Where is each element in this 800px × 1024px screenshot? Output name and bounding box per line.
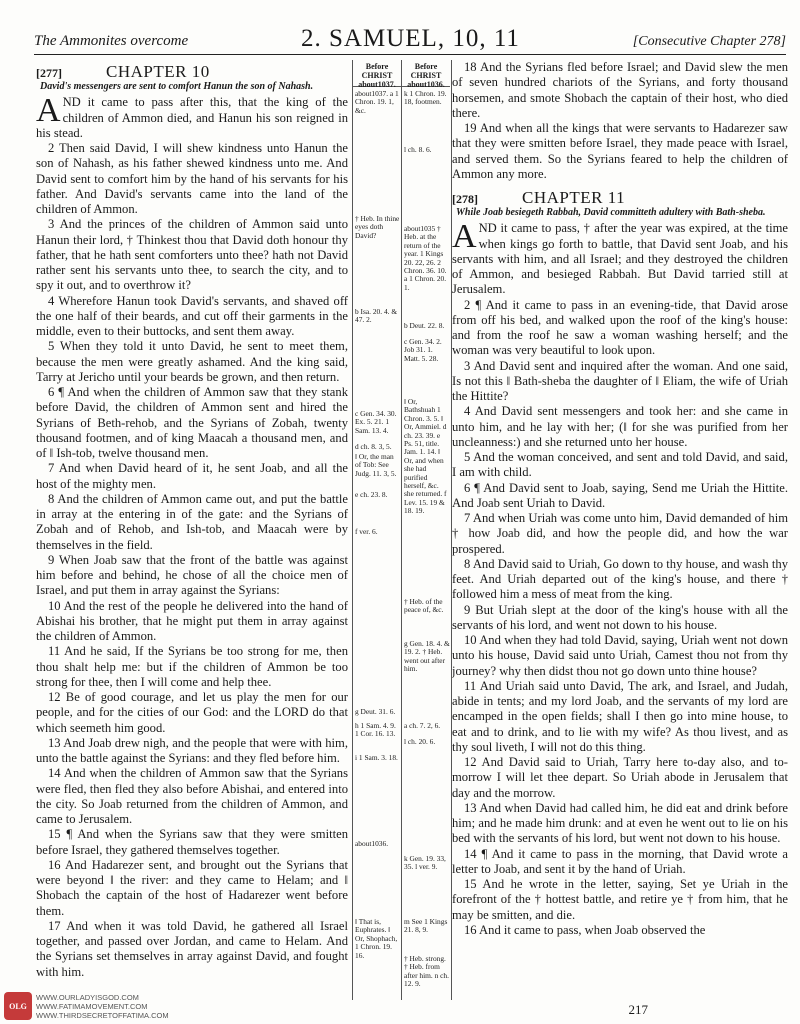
- cross-reference-note: b Isa. 20. 4. & 47. 2.: [355, 307, 398, 325]
- right-text-column: [452, 60, 788, 1000]
- chapter-10-number: [277]: [36, 66, 62, 80]
- cross-reference-note: i 1 Sam. 3. 18.: [355, 753, 398, 762]
- verse: [36, 644, 348, 690]
- verse-text: 12 And David said to Uriah, Tarry here to-day also, and to-morrow I will let thee depart. So Uriah abode in Jerusalem that day and the morrow.: [452, 755, 788, 800]
- verse: [452, 121, 788, 182]
- verse-text: 4 And David sent messengers and took her: and she came in unto him, and he lay with her; (‖ for she was purified from her uncleanness:) and she returned unto her house.: [452, 404, 788, 449]
- chapter-10-title: CHAPTER 10: [106, 62, 210, 81]
- chapter-11-summary: While Joab besiegeth Rabbah, David committeth adultery with Bath-sheba.: [456, 207, 766, 219]
- verse: [36, 690, 348, 736]
- verse: [36, 858, 348, 919]
- verse: [36, 294, 348, 340]
- footer-link[interactable]: WWW.THIRDSECRETOFFATIMA.COM: [36, 1010, 169, 1020]
- footer-link[interactable]: WWW.FATIMAMOVEMENT.COM: [36, 1001, 148, 1011]
- verse-text: 19 And when all the kings that were servants to Hadarezer saw that they were smitten before Israel, they made peace with Israel, and served them. So the Syrians feared to help the children of Ammon any more.: [452, 121, 788, 181]
- verse-text: 10 And the rest of the people he delivered into the hand of Abishai his brother, that he might put them in array against the children of Ammon.: [36, 598, 348, 643]
- verse-text: 9 But Uriah slept at the door of the king's house with all the servants of his lord, and went not down to his house.: [452, 602, 788, 632]
- cross-reference-note: about1037. a 1 Chron. 19. 1, &c.: [355, 89, 399, 115]
- verse-text: 11 And Uriah said unto David, The ark, and Israel, and Judah, abide in tents; and my lord Joab, and the servants of my lord are encamped in the open fields; shall I then go into mine house, to eat and to drink, and to lie with my wife? As thou livest, and as thy soul liveth, I will not do this thing.: [452, 678, 788, 754]
- site-logo-icon: OLG: [4, 992, 32, 1020]
- verse: [36, 766, 348, 827]
- verse: [36, 385, 348, 461]
- verse-text: 12 Be of good courage, and let us play the men for our people, and for the cities of our God: and the LORD do that which seemeth him good.: [36, 690, 348, 735]
- cross-reference-note: k Gen. 19. 33, 35. l ver. 9.: [404, 854, 446, 872]
- footer-links: [36, 993, 169, 1020]
- cross-reference-note: ‖ Or, the man of Tob: See Judg. 11. 3, 5.: [355, 452, 397, 478]
- verse: [452, 801, 788, 847]
- header-left: The Ammonites overcome: [34, 33, 189, 49]
- verse-text: 4 Wherefore Hanun took David's servants, and shaved off the one half of their beards, and cut off their garments in the middle, even to their buttocks, and sent them away.: [36, 293, 348, 338]
- verse-text: 3 And David sent and inquired after the woman. And one said, Is not this ‖ Bath-sheba the daughter of ‖ Eliam, the wife of Uriah the Hittite?: [452, 358, 788, 403]
- verse: [36, 919, 348, 980]
- cross-reference-note: l ch. 20. 6.: [404, 737, 436, 746]
- verse-text: 5 When they told it unto David, he sent to meet them, because the men were greatly ashamed. And the king said, Tarry at Jericho until your beards be grown, and then return.: [36, 339, 348, 384]
- verse-text: 16 And it came to pass, when Joab observed the: [464, 922, 706, 937]
- verse: [36, 92, 348, 141]
- cross-reference-margin: [352, 60, 452, 1000]
- verse-text: 9 When Joab saw that the front of the battle was against him before and behind, he chose of all the choice men of Israel, and put them in array against the Syrians:: [36, 552, 348, 598]
- footer: [4, 992, 169, 1020]
- verse: [452, 359, 788, 405]
- chapter-10-verses: [36, 92, 348, 980]
- chapter-11-verses: [452, 218, 788, 938]
- cross-reference-note: † Heb. In thine eyes doth David?: [355, 214, 400, 240]
- verse-text: 8 And the children of Ammon came out, and put the battle in array at the entering in of the gate: and the Syrians of Zobah and of Rehob, and Ish-tob, and Maacah were by themselves in the field.: [36, 491, 348, 552]
- verse-text: 3 And the princes of the children of Ammon said unto Hanun their lord, † Thinkest thou that David doth honour thy father, that he hath sent comforters unto thee? hath not David rather sent his servants unto thee, to search the city, and to spy it out, and to overthrow it?: [36, 217, 348, 293]
- verse: [452, 450, 788, 481]
- page-number: 217: [628, 1002, 648, 1017]
- verse-text: 13 And when David had called him, he did eat and drink before him; and he made him drunk: and at even he went out to lie on his bed with the servants of his lord, but went not down to his house.: [452, 800, 788, 846]
- verse: [36, 339, 348, 385]
- verse: [452, 404, 788, 450]
- drop-cap: A: [452, 218, 477, 256]
- chapter-10-heading: [36, 64, 348, 81]
- cross-reference-note: h 1 Sam. 4. 9. 1 Cor. 16. 13.: [355, 721, 396, 739]
- verse-text: 11 And he said, If the Syrians be too strong for me, then thou shalt help me: but if the children of Ammon be too strong for thee, then I will come and help thee.: [36, 644, 348, 689]
- verse: [36, 736, 348, 767]
- chapter-11-number: [278]: [452, 192, 478, 206]
- verse-text: 8 And David said to Uriah, Go down to thy house, and wash thy feet. And Uriah departed out of the king's house, and there † followed him a mess of meat from the king.: [452, 556, 788, 602]
- verse-text: 15 And he wrote in the letter, saying, Set ye Uriah in the forefront of the † hottest battle, and retire ye † from him, that he may be smitten, and die.: [452, 877, 788, 922]
- verse-text: 7 And when David heard of it, he sent Joab, and all the host of the mighty men.: [36, 461, 348, 491]
- cross-reference-note: ‖ That is, Euphrates. ‖ Or, Shophach, 1 Chron. 19. 16.: [355, 917, 398, 960]
- verse-text: 15 ¶ And when the Syrians saw that they were smitten before Israel, they gathered themselves together.: [36, 827, 348, 857]
- verse-text: 2 ¶ And it came to pass in an evening-tide, that David arose from off his bed, and walked upon the roof of the king's house: and from the roof he saw a woman washing herself; and the woman was very beautiful to look upon.: [452, 297, 788, 358]
- verse-text: ND it came to pass, † after the year was expired, at the time when kings go forth to battle, that David sent Joab, and his servants with him, and all Israel; and they destroyed the children of Ammon, and besieged Rabbah. But David tarried still at Jerusalem.: [452, 221, 788, 297]
- cross-reference-note: c Gen. 34. 30. Ex. 5. 21. 1 Sam. 13. 4.: [355, 409, 397, 435]
- cross-reference-note: l ch. 8. 6.: [404, 145, 432, 154]
- verse: [36, 553, 348, 599]
- cross-reference-note: about1035 † Heb. at the return of the year. 1 Kings 20. 22, 26. 2 Chron. 36. 10. a 1 Chron. 20. 1.: [404, 224, 447, 292]
- cross-reference-note: † Heb. strong. † Heb. from after him. n ch. 12. 9.: [404, 954, 449, 989]
- verse-text: ND it came to pass after this, that the king of the children of Ammon died, and Hanun his son reigned in his stead.: [36, 95, 348, 140]
- verse-text: 5 And the woman conceived, and sent and told David, and said, I am with child.: [452, 450, 788, 480]
- verse: [36, 217, 348, 293]
- verse-text: 18 And the Syrians fled before Israel; and David slew the men of seven hundred chariots of the Syrians, and forty thousand horsemen, and smote Shobach the captain of their host, who died there.: [452, 60, 788, 120]
- margin-date-heading-left: Before CHRIST about1037.: [353, 60, 401, 87]
- header-consecutive-chapter: [Consecutive Chapter 278]: [632, 34, 786, 49]
- verse: [452, 679, 788, 755]
- header-book-chapter: 2. SAMUEL, 10, 11: [301, 25, 520, 52]
- margin-date-heading-right: Before CHRIST about1036.: [402, 60, 450, 87]
- cross-reference-note: g Deut. 31. 6.: [355, 707, 396, 716]
- drop-cap: A: [36, 92, 61, 130]
- cross-reference-note: k 1 Chron. 19. 18, footmen.: [404, 89, 447, 107]
- verse: [452, 755, 788, 801]
- cross-reference-note: f ver. 6.: [355, 527, 378, 536]
- chapter-10-summary: David's messengers are sent to comfort Hanun the son of Nahash.: [40, 81, 314, 93]
- verse: [452, 603, 788, 634]
- cross-reference-note: g Gen. 18. 4. & 19. 2. † Heb. went out after him.: [404, 639, 450, 674]
- verse: [36, 492, 348, 553]
- chapter-11-heading: [452, 190, 788, 207]
- cross-reference-note: b Deut. 22. 8.: [404, 321, 445, 330]
- verse: [452, 923, 788, 938]
- cross-reference-note: a ch. 7. 2, 6.: [404, 721, 441, 730]
- verse-text: 10 And when they had told David, saying, Uriah went not down unto his house, David said unto Uriah, Camest thou not from thy journey? why then didst thou not go down unto thine house?: [452, 633, 788, 678]
- margin-divider: [401, 60, 402, 1000]
- verse: [452, 298, 788, 359]
- verse-text: 13 And Joab drew nigh, and the people that were with him, unto the battle against the Syrians: and they fled before him.: [36, 735, 348, 765]
- verse: [36, 461, 348, 492]
- cross-reference-note: e ch. 23. 8.: [355, 490, 388, 499]
- verse-text: 14 ¶ And it came to pass in the morning, that David wrote a letter to Joab, and sent it by the hand of Uriah.: [452, 846, 788, 876]
- verse-text: 14 And when the children of Ammon saw that the Syrians were fled, then fled they also before Abishai, and entered into the city. So Joab returned from the children of Ammon, and came to Jerusalem.: [36, 766, 348, 826]
- cross-reference-note: ‖ Or, Bathshuah 1 Chron. 3. 5. ‖ Or, Ammiel. d ch. 23. 39. e Ps. 51, title. Jam. 1. 14. ‖ Or, and when she had purified herself, &c. she returned. f Lev. 15. 19 & 18. 19.: [404, 397, 447, 516]
- running-header: [34, 24, 786, 55]
- left-text-column: [36, 60, 348, 1000]
- verse: [452, 847, 788, 878]
- cross-reference-note: about1036.: [355, 839, 389, 848]
- cross-reference-note: † Heb. of the peace of, &c.: [404, 597, 444, 615]
- verse: [452, 481, 788, 512]
- verse: [36, 141, 348, 217]
- verse: [452, 60, 788, 121]
- verse-text: 17 And when it was told David, he gathered all Israel together, and passed over Jordan, and came to Helam. And the Syrians set themselves in array against David, and fought with him.: [36, 918, 348, 979]
- footer-link[interactable]: WWW.OURLADYISGOD.COM: [36, 992, 139, 1002]
- verse: [452, 511, 788, 557]
- verse-text: 16 And Hadarezer sent, and brought out the Syrians that were beyond ‖ the river: and they came to Helam; and ‖ Shobach the captain of the host of Hadarezer went before them.: [36, 857, 348, 918]
- verse: [36, 599, 348, 645]
- verse: [452, 877, 788, 923]
- cross-reference-note: d ch. 8. 3, 5.: [355, 442, 392, 451]
- cross-reference-note: m See 1 Kings 21. 8, 9.: [404, 917, 448, 935]
- verse: [452, 633, 788, 679]
- cross-reference-note: c Gen. 34. 2. Job 31. 1. Matt. 5. 28.: [404, 337, 442, 363]
- chapter-11-title: CHAPTER 11: [522, 188, 626, 207]
- verse-text: 7 And when Uriah was come unto him, David demanded of him † how Joab did, and how the people did, and how the war prospered.: [452, 511, 788, 556]
- verse-text: 6 ¶ And when the children of Ammon saw that they stank before David, the children of Ammon sent and hired the Syrians of Beth-rehob, and the Syrians of Zobah, twenty thousand footmen, and of king Maacah a thousand men, and of ‖ Ish-tob, twelve thousand men.: [36, 385, 348, 460]
- verse-text: 6 ¶ And David sent to Joab, saying, Send me Uriah the Hittite. And Joab sent Uriah to David.: [452, 480, 788, 510]
- verse: [452, 557, 788, 603]
- chapter-10-verses-continued: [452, 60, 788, 182]
- verse: [36, 827, 348, 858]
- verse-text: 2 Then said David, I will shew kindness unto Hanun the son of Nahash, as his father shewed kindness unto me. And David sent to comfort him by the hand of his servants for his father. And David's servants came into the land of the children of Ammon.: [36, 141, 348, 216]
- verse: [452, 218, 788, 297]
